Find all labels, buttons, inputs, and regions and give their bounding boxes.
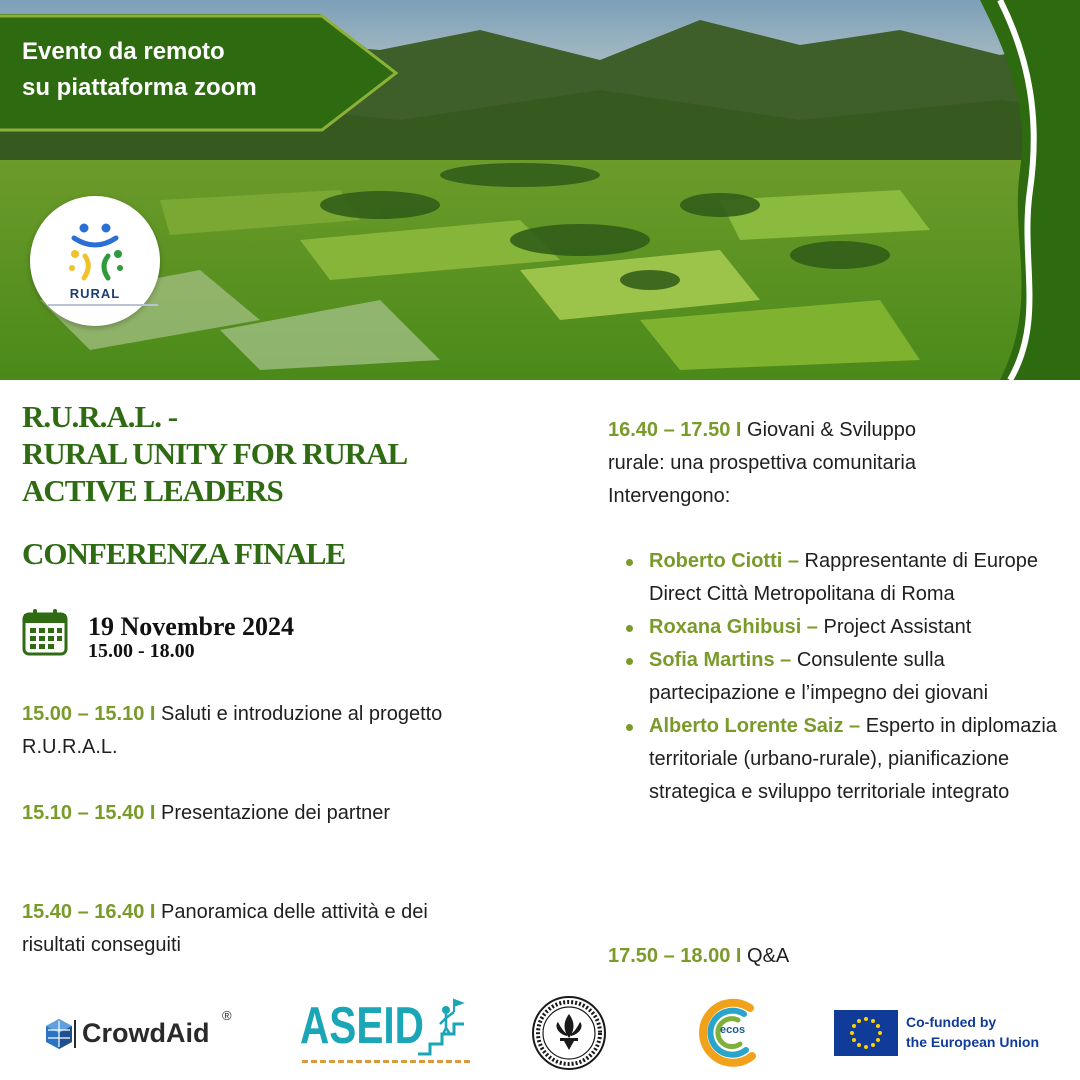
scout-society-logo	[530, 994, 608, 1072]
agenda-item-5	[608, 940, 789, 973]
bullet	[626, 658, 633, 665]
speaker-name: Roxana Ghibusi –	[649, 616, 818, 638]
remote-event-banner	[22, 34, 352, 106]
agenda-item-1	[22, 698, 492, 764]
event-date: 19 Novembre 2024	[88, 612, 295, 641]
banner-line-2: su piattaforma zoom	[22, 74, 257, 101]
agenda-text: Q&A	[741, 945, 790, 967]
hero-image	[0, 0, 1080, 380]
eu-stars-icon	[834, 1010, 898, 1056]
agenda-item-2	[22, 797, 492, 830]
globe-icon	[44, 1018, 74, 1050]
aseid-tagline-decoration	[302, 1060, 472, 1063]
speaker-name: Roberto Ciotti –	[649, 550, 799, 572]
agenda-line-3: Intervengono:	[608, 485, 731, 507]
eu-line-2: the European Union	[906, 1034, 1039, 1050]
agenda-line-2: rurale: una prospettiva comunitaria	[608, 452, 916, 474]
speaker-role: Project Assistant	[817, 616, 972, 638]
list-item	[626, 644, 1036, 710]
event-title	[22, 398, 542, 509]
staircase-person-icon	[416, 998, 466, 1058]
people-logo-icon	[30, 196, 160, 286]
agenda-item-4	[608, 414, 1048, 513]
eu-cofunding-text	[906, 1012, 1039, 1052]
bullet	[626, 559, 633, 566]
agenda-item-3	[22, 896, 492, 962]
title-line-2: RURAL UNITY FOR RURAL	[22, 436, 408, 471]
agenda-text: Presentazione dei partner	[155, 802, 391, 824]
agenda-time: 15.00 – 15.10 I	[22, 703, 156, 725]
event-subtitle: CONFERENZA FINALE	[22, 536, 346, 571]
eu-line-1: Co-funded by	[906, 1014, 997, 1030]
agenda-text: Panoramica delle attività e dei risultati conseguiti	[22, 901, 428, 956]
title-line-3: ACTIVE LEADERS	[22, 473, 283, 508]
eu-cofunding-logo	[834, 1010, 1064, 1056]
logo-wordmark: RURAL	[69, 286, 121, 301]
rural-logo	[30, 196, 160, 326]
logo-tagline-decoration	[48, 304, 158, 306]
crowdaid-logo	[44, 1008, 244, 1054]
calendar-icon	[22, 608, 68, 656]
bullet	[626, 724, 633, 731]
agenda-time: 17.50 – 18.00 I	[608, 945, 742, 967]
agenda-line-1	[608, 414, 1048, 447]
speaker-name: Sofia Martins –	[649, 649, 792, 671]
agenda-time: 15.10 – 15.40 I	[22, 802, 156, 824]
agenda-text: Saluti e introduzione al progetto R.U.R.A.L.	[22, 703, 443, 758]
divider	[74, 1020, 76, 1048]
event-time: 15.00 - 18.00	[88, 640, 195, 662]
aseid-wordmark: ASEID	[300, 997, 424, 1055]
title-line-1: R.U.R.A.L. -	[22, 399, 178, 434]
eu-flag	[834, 1010, 898, 1056]
speaker-name: Alberto Lorente Saiz –	[649, 715, 861, 737]
bullet	[626, 625, 633, 632]
speaker-role: Esperto in diplomazia territoriale (urbano-rurale), pianificazione strategica e sviluppo territoriale integrato	[649, 715, 1057, 803]
list-item	[626, 710, 1066, 809]
speaker-role: Rappresentante di Europe Direct Città Metropolitana di Roma	[649, 550, 1039, 605]
banner-line-1: Evento da remoto	[22, 38, 225, 65]
list-item	[626, 545, 1066, 611]
speaker-role: Consulente sulla partecipazione e l’impegno dei giovani	[649, 649, 989, 704]
aseid-logo	[300, 996, 470, 1072]
agenda-time: 16.40 – 17.50 I	[608, 419, 742, 441]
speaker-list	[626, 545, 1066, 809]
registered-mark: ®	[222, 1008, 232, 1023]
agenda-text: Giovani & Sviluppo	[741, 419, 916, 441]
agenda-time: 15.40 – 16.40 I	[22, 901, 156, 923]
crowdaid-wordmark: CrowdAid	[82, 1018, 210, 1048]
ecos-wordmark: ecos	[720, 1024, 746, 1036]
list-item	[626, 611, 1066, 644]
